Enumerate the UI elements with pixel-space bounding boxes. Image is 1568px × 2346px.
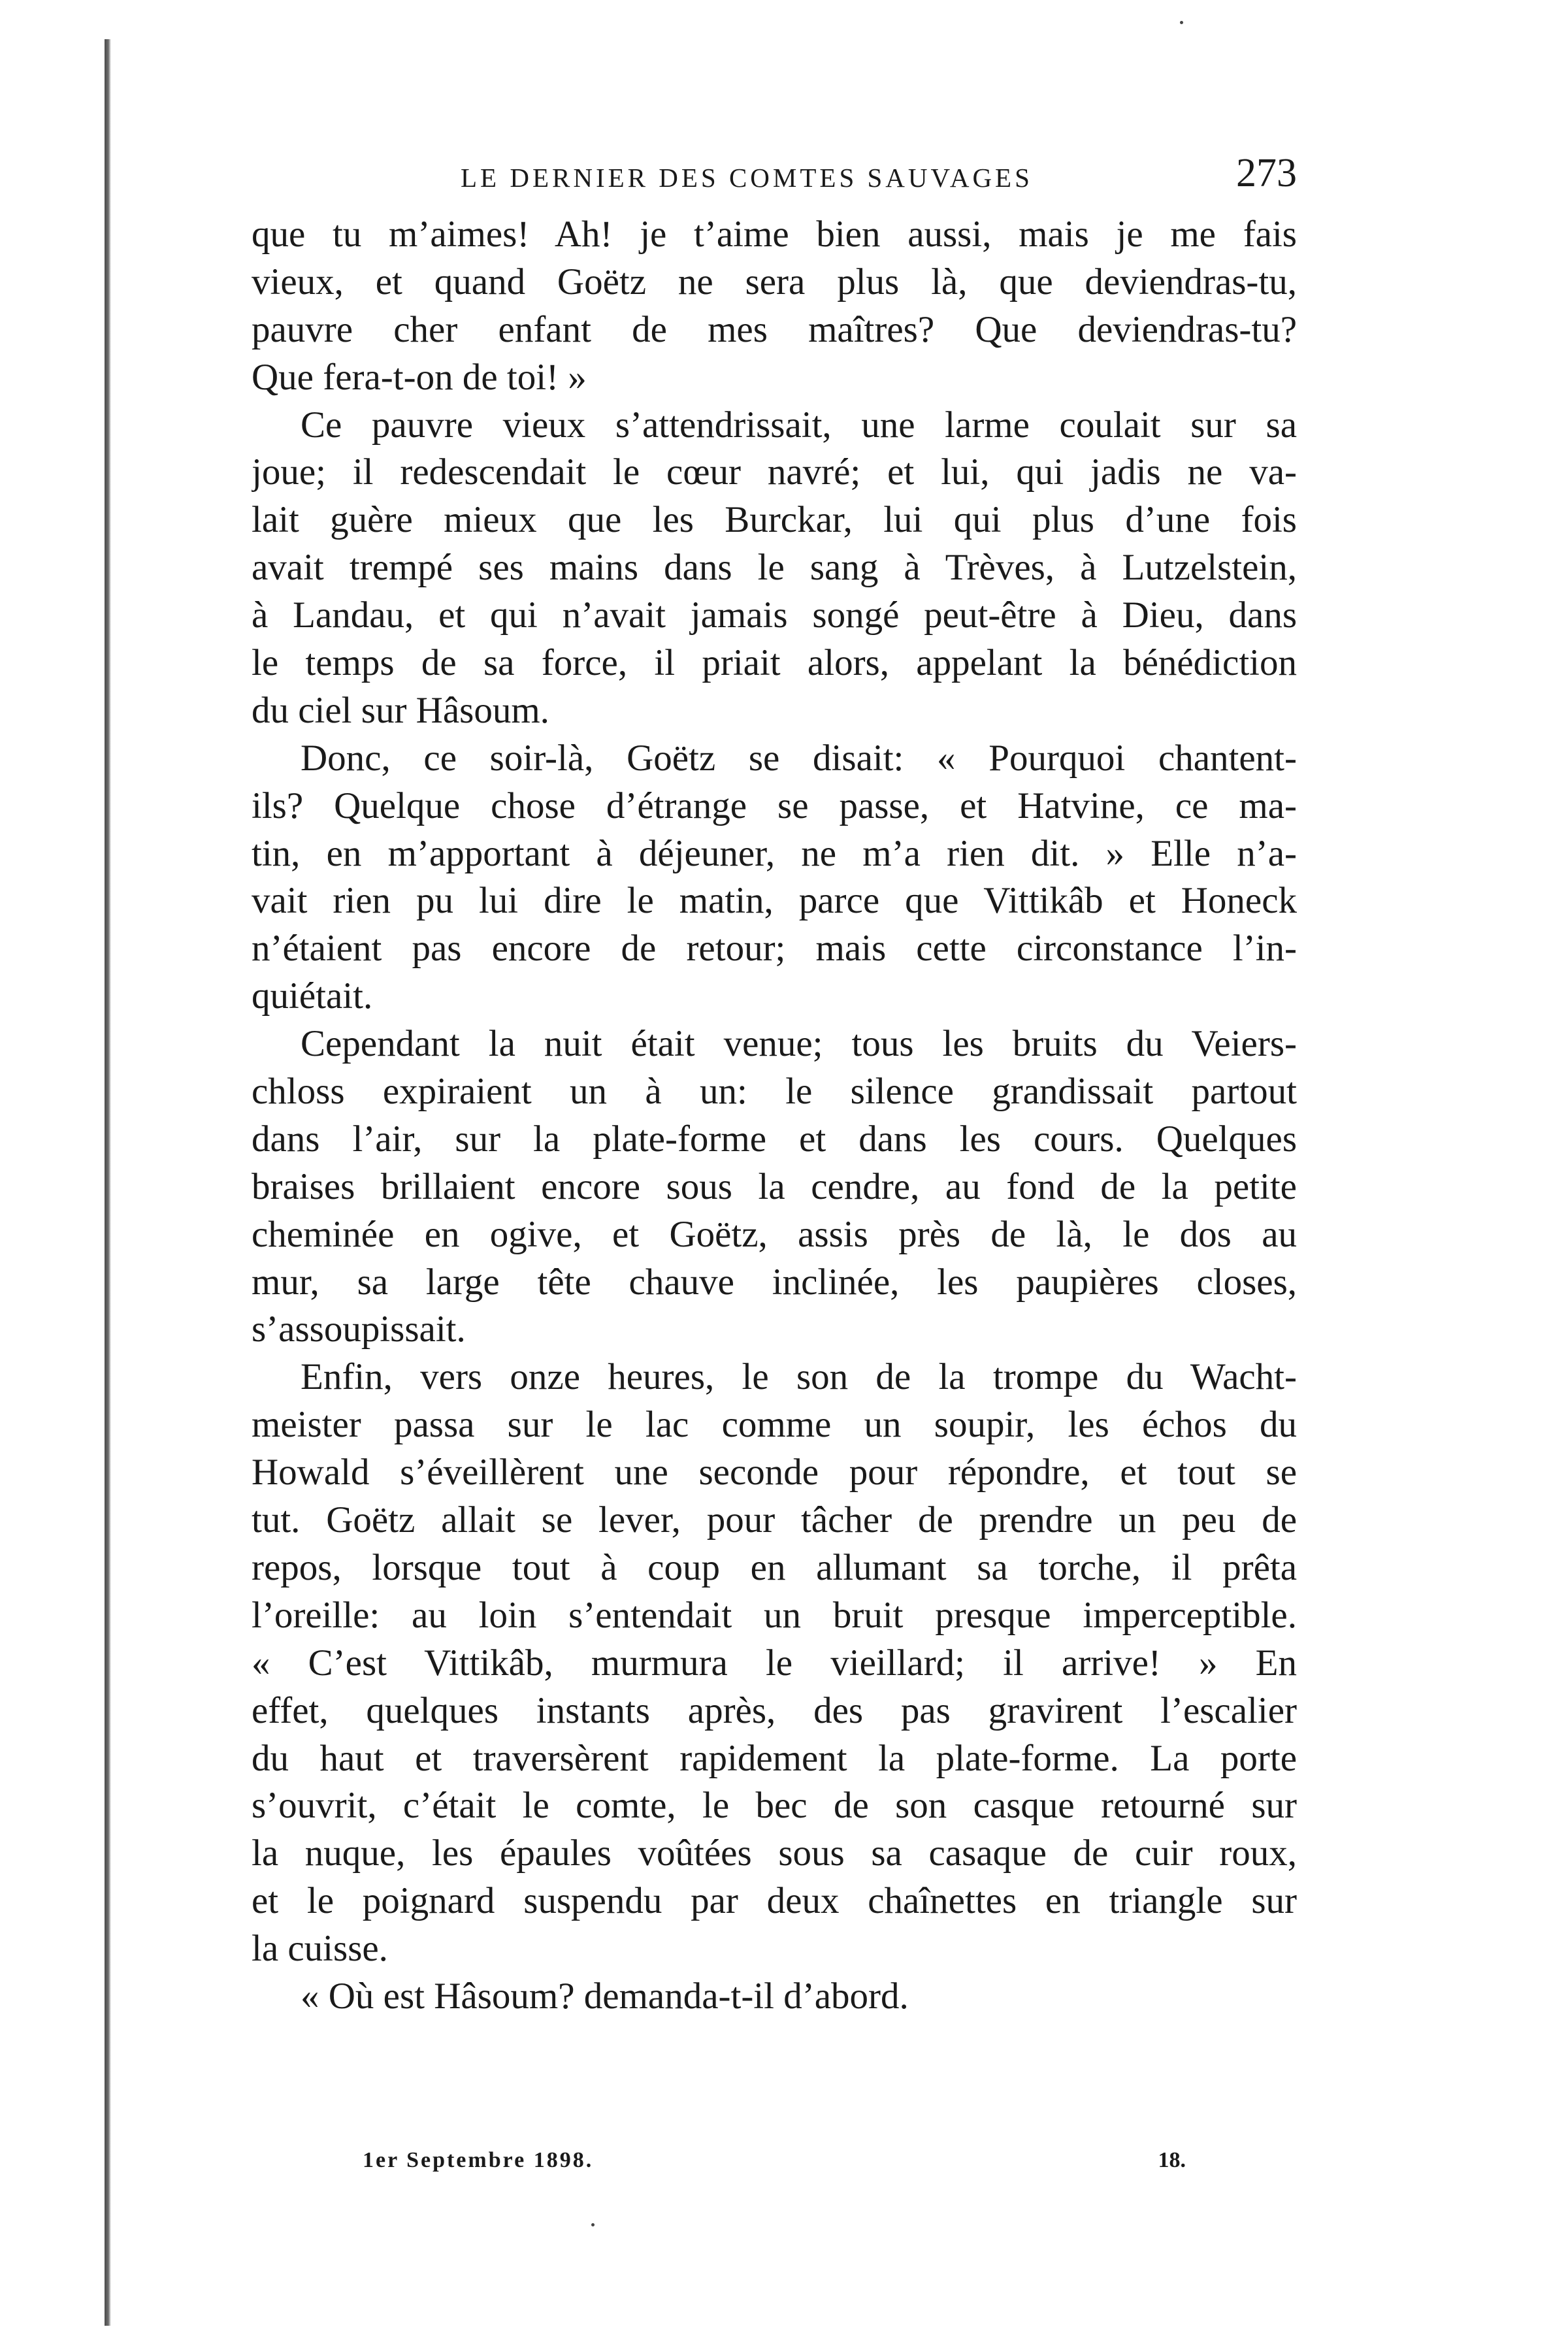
- text-line: cheminée en ogive, et Goëtz, assis près de là, le dos au: [252, 1213, 1297, 1255]
- text-line: du ciel sur Hâsoum.: [252, 689, 549, 731]
- text-line: effet, quelques instants après, des pas gravirent l’escalier: [252, 1689, 1297, 1731]
- text-line: pauvre cher enfant de mes maîtres? Que deviendras-tu?: [252, 308, 1297, 350]
- text-line: quiétait.: [252, 975, 373, 1017]
- running-head: LE DERNIER DES COMTES SAUVAGES: [461, 163, 1033, 193]
- scan-speck: [591, 2223, 595, 2226]
- text-line: tut. Goëtz allait se lever, pour tâcher de prendre un peu de: [252, 1499, 1297, 1541]
- body-text: [252, 211, 1297, 2021]
- text-line: Donc, ce soir-là, Goëtz se disait: « Pourquoi chantent-: [301, 737, 1297, 779]
- text-line: « C’est Vittikâb, murmura le vieillard; il arrive! » En: [252, 1642, 1297, 1684]
- page-binding-edge: [105, 39, 111, 2326]
- page-footer: [363, 2148, 1186, 2187]
- page-number: 273: [1236, 151, 1297, 195]
- text-line: la nuque, les épaules voûtées sous sa casaque de cuir roux,: [252, 1833, 1297, 1874]
- text-line: vieux, et quand Goëtz ne sera plus là, que deviendras-tu,: [252, 261, 1297, 302]
- text-line: le temps de sa force, il priait alors, appelant la bénédiction: [252, 642, 1297, 684]
- text-line: Enfin, vers onze heures, le son de la trompe du Wacht-: [301, 1356, 1297, 1398]
- text-line: la cuisse.: [252, 1928, 388, 1970]
- signature-mark: 18.: [1158, 2148, 1186, 2172]
- text-line: repos, lorsque tout à coup en allumant sa torche, il prêta: [252, 1546, 1297, 1588]
- text-line: Cependant la nuit était venue; tous les bruits du Veiers-: [301, 1023, 1297, 1065]
- text-line: que tu m’aimes! Ah! je t’aime bien aussi, mais je me fais: [252, 214, 1297, 255]
- text-line: lait guère mieux que les Burckar, lui qui plus d’une fois: [252, 499, 1297, 541]
- issue-date: 1er Septembre 1898.: [363, 2148, 594, 2172]
- text-line: du haut et traversèrent rapidement la plate-forme. La porte: [252, 1737, 1297, 1779]
- text-line: mur, sa large tête chauve inclinée, les paupières closes,: [252, 1261, 1297, 1303]
- text-line: Ce pauvre vieux s’attendrissait, une larme coulait sur sa: [301, 404, 1297, 446]
- text-line: n’étaient pas encore de retour; mais cette circonstance l’in-: [252, 928, 1297, 969]
- text-line: « Où est Hâsoum? demanda-t-il d’abord.: [301, 1975, 909, 2017]
- page-header: [252, 150, 1297, 209]
- text-line: chloss expiraient un à un: le silence grandissait partout: [252, 1071, 1297, 1113]
- text-line: tin, en m’apportant à déjeuner, ne m’a rien dit. » Elle n’a-: [252, 832, 1297, 874]
- text-line: avait trempé ses mains dans le sang à Trèves, à Lutzelstein,: [252, 547, 1297, 589]
- text-line: et le poignard suspendu par deux chaînettes en triangle sur: [252, 1880, 1297, 1922]
- text-line: s’assoupissait.: [252, 1309, 466, 1350]
- text-line: ils? Quelque chose d’étrange se passe, et Hatvine, ce ma-: [252, 785, 1297, 826]
- text-line: Howald s’éveillèrent une seconde pour répondre, et tout se: [252, 1452, 1297, 1493]
- text-line: meister passa sur le lac comme un soupir, les échos du: [252, 1404, 1297, 1446]
- text-line: à Landau, et qui n’avait jamais songé peut-être à Dieu, dans: [252, 595, 1297, 636]
- text-line: dans l’air, sur la plate-forme et dans les cours. Quelques: [252, 1118, 1297, 1160]
- scan-speck: [1180, 21, 1183, 24]
- text-line: Que fera-t-on de toi! »: [252, 356, 587, 398]
- text-line: vait rien pu lui dire le matin, parce que Vittikâb et Honeck: [252, 880, 1297, 922]
- text-line: braises brillaient encore sous la cendre, au fond de la petite: [252, 1165, 1297, 1207]
- text-line: joue; il redescendait le cœur navré; et lui, qui jadis ne va-: [252, 451, 1297, 493]
- text-line: l’oreille: au loin s’entendait un bruit presque imperceptible.: [252, 1594, 1297, 1636]
- text-line: s’ouvrit, c’était le comte, le bec de son casque retourné sur: [252, 1785, 1297, 1827]
